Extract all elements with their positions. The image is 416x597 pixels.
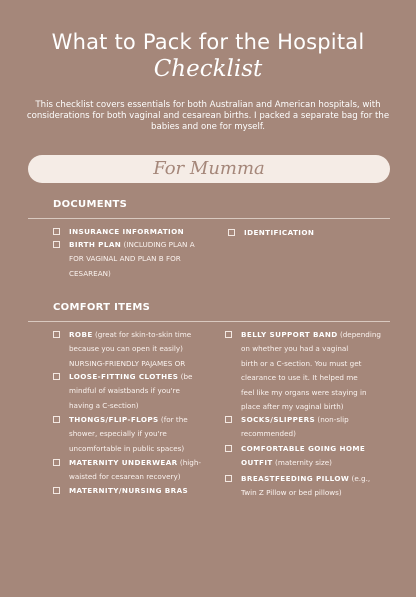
checkbox[interactable] <box>53 487 60 494</box>
checkbox[interactable] <box>53 228 60 235</box>
checklist-item: LOOSE-FITTING CLOTHES (be mindful of waistbands if you're having a C-section) <box>69 372 193 410</box>
section-divider <box>28 218 390 219</box>
checklist-item: COMFORTABLE GOING HOME OUTFIT (maternity size) <box>241 444 366 468</box>
checklist-item: INSURANCE INFORMATION <box>69 227 185 236</box>
page-subtitle: Checklist <box>153 56 263 82</box>
section-divider <box>28 321 390 322</box>
checklist-item: BREASTFEEDING PILLOW (e.g., Twin Z Pillow or bed pillows) <box>241 474 371 498</box>
checklist-item: ROBE (great for skin-to-skin time because you can open it easily) NURSING-FRIENDLY PAJAMES OR <box>69 330 192 368</box>
checklist-item: SOCKS/SLIPPERS (non-slip recommended) <box>241 415 349 439</box>
checklist-item: MATERNITY UNDERWEAR (high- waisted for cesarean recovery) <box>69 458 201 482</box>
banner-label: For Mumma <box>153 158 265 179</box>
checkbox[interactable] <box>225 445 232 452</box>
section-heading-comfort-items: COMFORT ITEMS <box>53 302 151 313</box>
checkbox[interactable] <box>228 229 235 236</box>
checkbox[interactable] <box>53 459 60 466</box>
checkbox[interactable] <box>225 416 232 423</box>
section-heading-documents: DOCUMENTS <box>53 199 128 210</box>
checklist-item: IDENTIFICATION <box>244 228 315 237</box>
checkbox[interactable] <box>53 331 60 338</box>
checkbox[interactable] <box>225 331 232 338</box>
intro-text: This checklist covers essentials for both Australian and American hospitals, with considerations for both vaginal and cesarean births. I packed a separate bag for the babies and one for myself. <box>26 100 390 132</box>
checkbox[interactable] <box>53 416 60 423</box>
checkbox[interactable] <box>53 241 60 248</box>
checklist-item: BIRTH PLAN (INCLUDING PLAN A FOR VAGINAL AND PLAN B FOR CESAREAN) <box>69 240 195 278</box>
checklist-item: BELLY SUPPORT BAND (depending on whether you had a vaginal birth or a C-section. You must get clearance to use it. It helped me feel like my organs were staying in place after my vaginal birth) <box>241 330 381 412</box>
checklist-item: MATERNITY/NURSING BRAS <box>69 486 189 495</box>
checklist-item: THONGS/FLIP-FLOPS (for the shower, especially if you're uncomfortable in public spaces) <box>69 415 188 453</box>
page-title: What to Pack for the Hospital <box>51 30 365 54</box>
checkbox[interactable] <box>53 373 60 380</box>
checkbox[interactable] <box>225 475 232 482</box>
for-mumma-banner <box>28 155 390 183</box>
